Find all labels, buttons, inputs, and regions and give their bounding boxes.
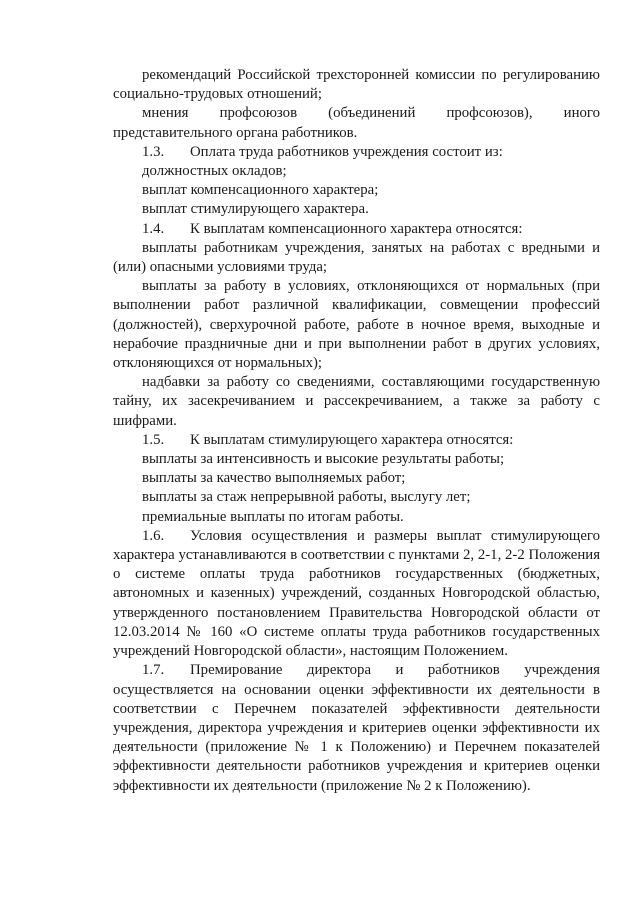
paragraph: рекомендаций Российской трехсторонней комиссии по регулированию социально-трудовых отношений; bbox=[113, 67, 600, 103]
paragraph: мнения профсоюзов (объединений профсоюзов), иного представительного органа работников. bbox=[113, 105, 600, 141]
paragraph: выплаты за качество выполняемых работ; bbox=[142, 470, 406, 487]
numbered-paragraph-1-6 bbox=[113, 527, 600, 661]
paragraph-number: 1.3. bbox=[142, 143, 165, 160]
paragraph-number: 1.6. bbox=[142, 527, 165, 544]
paragraph-text: Премирование директора и работников учреждения осуществляется на основании оценки эффективности их деятельности в соответствии с Перечнем показателей эффективности деятельности учреждения, директора учреждения и критериев оценки эффективности их деятельности (приложение № 1 к Положению) и Перечнем показателей эффективности деятельности работников учреждения и критериев оценки эффективности их деятельности (приложение № 2 к Положению). bbox=[113, 662, 600, 794]
numbered-paragraph-1-7 bbox=[113, 661, 600, 795]
paragraph: должностных окладов; bbox=[142, 163, 287, 180]
paragraph-number: 1.7. bbox=[142, 662, 165, 679]
numbered-paragraph-1-4 bbox=[113, 220, 600, 239]
paragraph-number: 1.4. bbox=[142, 220, 165, 237]
paragraph-text: К выплатам стимулирующего характера относятся: bbox=[190, 431, 514, 448]
paragraph-text: Условия осуществления и размеры выплат стимулирующего характера устанавливаются в соответствии с пунктами 2, 2-1, 2-2 Положения о системе оплаты труда работников государственных (бюджетных, автономных и казенных) учреждений, созданных Новгородской областью, утвержденного постановлением Правительства Новгородской области от 12.03.2014 № 160 «О системе оплаты труда работников государственных учреждений Новгородской области», настоящим Положением. bbox=[113, 527, 600, 660]
paragraph: выплаты за интенсивность и высокие результаты работы; bbox=[142, 451, 505, 468]
paragraph: выплаты за работу в условиях, отклоняющихся от нормальных (при выполнении работ различной квалификации, совмещении профессий (должностей), сверхурочной работе, работе в ночное время, выходные и нерабочие праздничные дни и при выполнении работ в других условиях, отклоняющихся от нормальных); bbox=[113, 278, 600, 372]
paragraph: надбавки за работу со сведениями, составляющими государственную тайну, их засекречиванием и рассекречиванием, а также за работу с шифрами. bbox=[113, 374, 600, 429]
numbered-paragraph-1-5 bbox=[113, 431, 600, 450]
paragraph: выплат стимулирующего характера. bbox=[142, 201, 369, 218]
paragraph-number: 1.5. bbox=[142, 431, 165, 448]
paragraph: премиальные выплаты по итогам работы. bbox=[142, 508, 404, 525]
paragraph: выплаты работникам учреждения, занятых на работах с вредными и (или) опасными условиями труда; bbox=[113, 239, 600, 276]
paragraph-text: Оплата труда работников учреждения состоит из: bbox=[190, 143, 503, 160]
paragraph: выплат компенсационного характера; bbox=[142, 182, 379, 199]
document-body bbox=[113, 66, 600, 796]
paragraph: выплаты за стаж непрерывной работы, выслугу лет; bbox=[142, 489, 471, 506]
paragraph-text: К выплатам компенсационного характера относятся: bbox=[190, 220, 523, 237]
numbered-paragraph-1-3 bbox=[113, 143, 600, 162]
